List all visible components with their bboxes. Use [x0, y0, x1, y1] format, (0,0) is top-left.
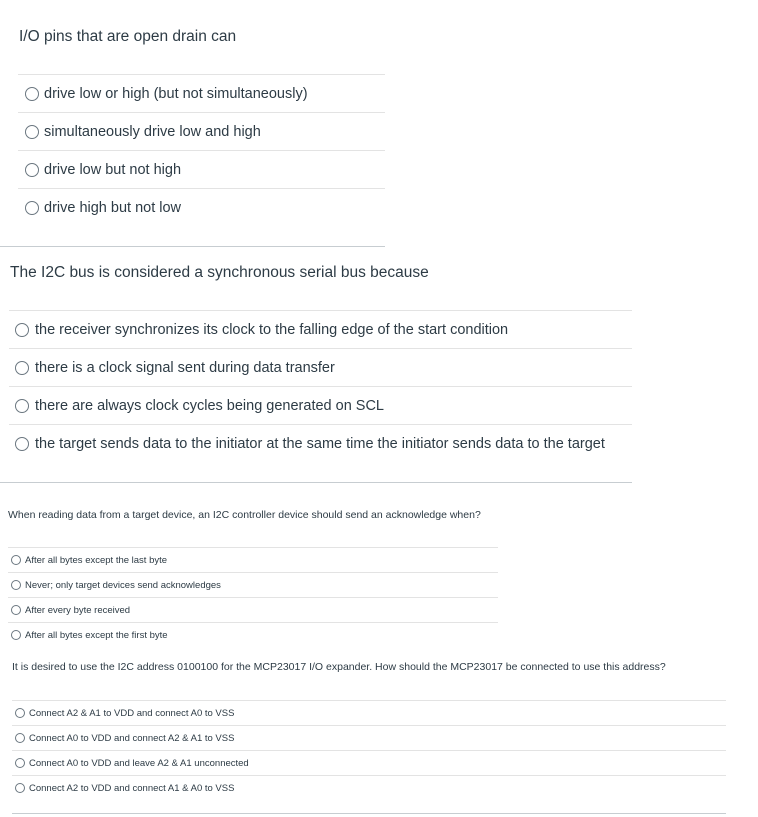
answer-option[interactable] — [9, 386, 632, 424]
question-1-options — [18, 74, 385, 226]
answer-option-label: simultaneously drive low and high — [44, 123, 261, 140]
radio-button[interactable] — [15, 399, 29, 413]
answer-option-label: drive low or high (but not simultaneously) — [44, 85, 308, 102]
answer-option-label: Connect A2 & A1 to VDD and connect A0 to VSS — [29, 707, 235, 719]
answer-option-label: After every byte received — [25, 604, 131, 616]
answer-option-label: there is a clock signal sent during data transfer — [35, 359, 335, 376]
answer-option[interactable] — [8, 622, 498, 647]
radio-button[interactable] — [15, 708, 25, 718]
question-4-text: It is desired to use the I2C address 0100100 for the MCP23017 I/O expander. How should the MCP23017 be connected to use this address? — [12, 661, 666, 673]
answer-option-label: there are always clock cycles being generated on SCL — [35, 397, 384, 414]
answer-option[interactable] — [18, 150, 385, 188]
answer-option-label: Never; only target devices send acknowledges — [25, 579, 221, 591]
answer-option[interactable] — [9, 424, 632, 462]
answer-option[interactable] — [12, 775, 726, 800]
answer-option[interactable] — [18, 112, 385, 150]
question-3-text: When reading data from a target device, an I2C controller device should send an acknowledge when? — [8, 509, 481, 521]
answer-option[interactable] — [18, 74, 385, 112]
answer-option-label: drive high but not low — [44, 199, 182, 216]
radio-button[interactable] — [25, 201, 39, 215]
radio-button[interactable] — [11, 580, 21, 590]
question-4-options — [12, 700, 726, 800]
answer-option[interactable] — [9, 348, 632, 386]
answer-option-label: Connect A0 to VDD and connect A2 & A1 to VSS — [29, 732, 235, 744]
answer-option-label: Connect A0 to VDD and leave A2 & A1 unconnected — [29, 757, 249, 769]
radio-button[interactable] — [11, 555, 21, 565]
radio-button[interactable] — [11, 630, 21, 640]
answer-option-label: After all bytes except the first byte — [25, 629, 168, 641]
answer-option-label: the receiver synchronizes its clock to the falling edge of the start condition — [35, 321, 509, 338]
answer-option[interactable] — [12, 725, 726, 750]
answer-option-label: drive low but not high — [44, 161, 182, 178]
answer-option[interactable] — [12, 750, 726, 775]
question-1-text: I/O pins that are open drain can — [19, 28, 237, 45]
radio-button[interactable] — [15, 361, 29, 375]
radio-button[interactable] — [25, 125, 39, 139]
radio-button[interactable] — [15, 437, 29, 451]
radio-button[interactable] — [25, 163, 39, 177]
answer-option[interactable] — [12, 700, 726, 725]
radio-button[interactable] — [11, 605, 21, 615]
answer-option[interactable] — [8, 597, 498, 622]
radio-button[interactable] — [25, 87, 39, 101]
answer-option[interactable] — [9, 310, 632, 348]
question-divider — [0, 246, 385, 247]
question-divider — [12, 813, 726, 814]
answer-option-label: After all bytes except the last byte — [25, 554, 168, 566]
answer-option[interactable] — [18, 188, 385, 226]
question-2-options — [9, 310, 632, 462]
answer-option[interactable] — [8, 572, 498, 597]
answer-option-label: Connect A2 to VDD and connect A1 & A0 to VSS — [29, 782, 235, 794]
answer-option[interactable] — [8, 547, 498, 572]
question-2-text: The I2C bus is considered a synchronous serial bus because — [10, 264, 429, 281]
radio-button[interactable] — [15, 758, 25, 768]
radio-button[interactable] — [15, 323, 29, 337]
radio-button[interactable] — [15, 733, 25, 743]
answer-option-label: the target sends data to the initiator at the same time the initiator sends data to the target — [35, 435, 605, 452]
question-divider — [0, 482, 632, 483]
question-3-options — [8, 547, 498, 647]
radio-button[interactable] — [15, 783, 25, 793]
